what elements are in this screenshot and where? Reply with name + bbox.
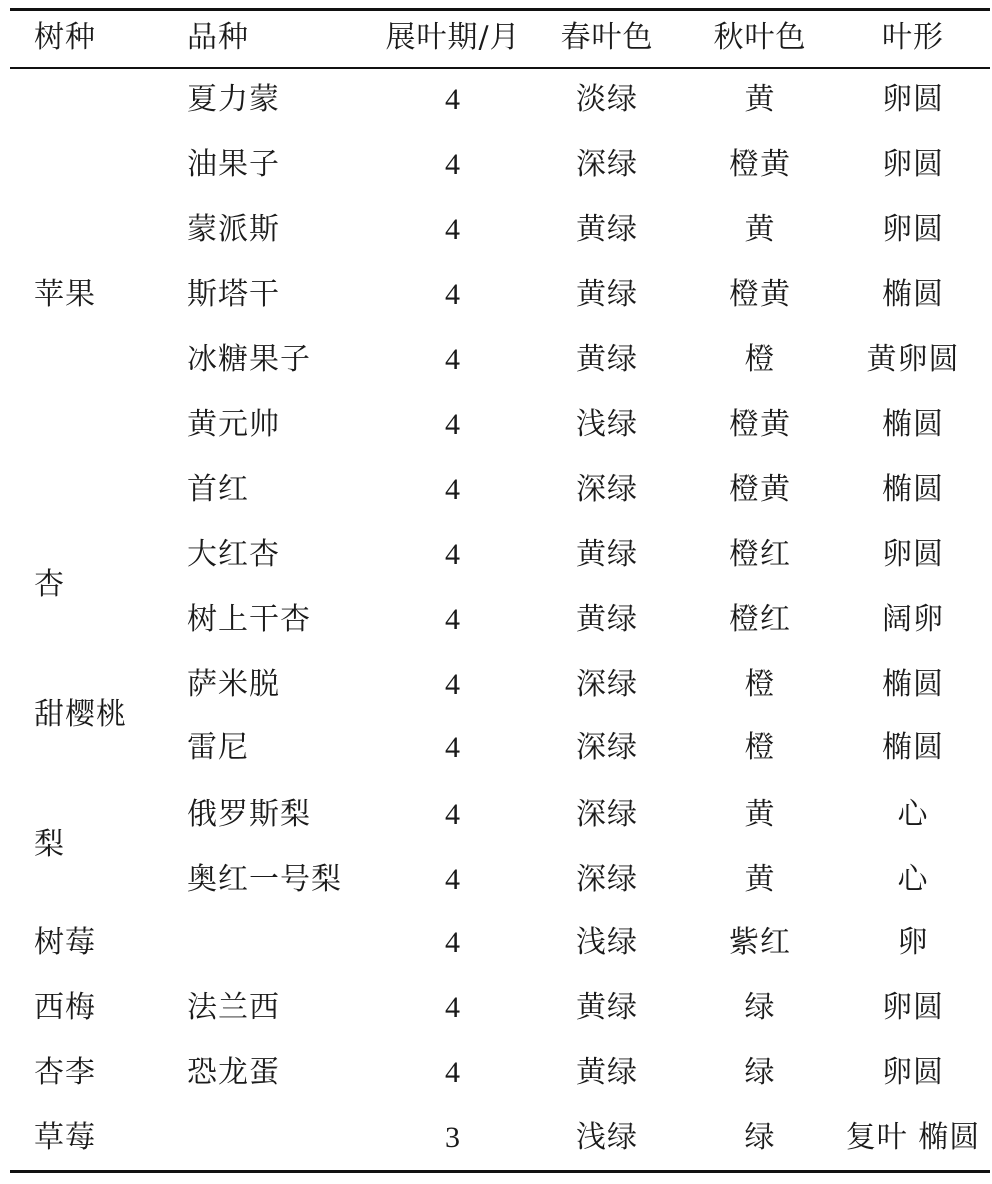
variety-cell: 法兰西 <box>187 990 280 1025</box>
leaf-shape-cell: 椭圆 <box>882 667 944 702</box>
variety-cell: 树上干杏 <box>187 602 311 637</box>
leafing-month-cell: 4 <box>445 991 461 1024</box>
table-top-rule <box>10 8 990 11</box>
variety-cell: 雷尼 <box>187 730 249 765</box>
leaf-shape-cell: 椭圆 <box>882 730 944 765</box>
leafing-month-cell: 4 <box>445 473 461 506</box>
spring-color-cell: 黄绿 <box>576 212 638 247</box>
spring-color-cell: 深绿 <box>576 797 638 832</box>
table-header-rule <box>10 67 990 69</box>
variety-cell: 油果子 <box>187 147 280 182</box>
autumn-color-cell: 绿 <box>744 1055 776 1090</box>
variety-cell: 萨米脱 <box>187 667 280 702</box>
variety-cell: 黄元帅 <box>187 407 280 442</box>
spring-color-cell: 深绿 <box>576 862 638 897</box>
leafing-month-cell: 4 <box>445 926 461 959</box>
variety-cell: 恐龙蛋 <box>187 1055 280 1090</box>
spring-color-cell: 黄绿 <box>576 342 638 377</box>
tree-species-cell: 西梅 <box>34 990 96 1025</box>
variety-cell: 大红杏 <box>187 537 280 572</box>
spring-color-cell: 黄绿 <box>576 1055 638 1090</box>
leafing-month-cell: 4 <box>445 343 461 376</box>
variety-cell: 夏力蒙 <box>187 82 280 117</box>
leaf-shape-cell: 心 <box>897 862 929 897</box>
leafing-month-cell: 4 <box>445 213 461 246</box>
autumn-color-cell: 橙黄 <box>729 277 791 312</box>
autumn-color-cell: 橙红 <box>729 537 791 572</box>
tree-species-cell: 甜樱桃 <box>34 697 127 732</box>
header-leaf-shape: 叶形 <box>882 20 944 55</box>
header-autumn-color: 秋叶色 <box>713 20 807 55</box>
spring-color-cell: 黄绿 <box>576 537 638 572</box>
header-spring-color: 春叶色 <box>560 20 654 55</box>
tree-species-cell: 苹果 <box>34 277 96 312</box>
autumn-color-cell: 黄 <box>744 862 776 897</box>
header-leafing-month: 展叶期/月 <box>385 20 521 55</box>
spring-color-cell: 黄绿 <box>576 277 638 312</box>
leaf-shape-cell: 卵圆 <box>882 212 944 247</box>
autumn-color-cell: 橙黄 <box>729 407 791 442</box>
leaf-shape-cell: 椭圆 <box>882 277 944 312</box>
variety-cell: 斯塔干 <box>187 277 280 312</box>
leafing-month-cell: 4 <box>445 408 461 441</box>
leaf-shape-cell: 卵 <box>897 925 929 960</box>
leafing-month-cell: 4 <box>445 668 461 701</box>
tree-species-cell: 杏李 <box>34 1055 96 1090</box>
header-variety: 品种 <box>187 20 249 55</box>
leafing-month-cell: 3 <box>445 1121 461 1154</box>
autumn-color-cell: 橙红 <box>729 602 791 637</box>
spring-color-cell: 黄绿 <box>576 602 638 637</box>
spring-color-cell: 浅绿 <box>576 407 638 442</box>
leaf-shape-cell: 心 <box>897 797 929 832</box>
leaf-shape-cell: 卵圆 <box>882 990 944 1025</box>
spring-color-cell: 浅绿 <box>576 925 638 960</box>
leafing-month-cell: 4 <box>445 148 461 181</box>
leaf-shape-cell: 复叶 椭圆 <box>845 1120 981 1155</box>
table-bottom-rule <box>10 1170 990 1173</box>
autumn-color-cell: 紫红 <box>729 925 791 960</box>
spring-color-cell: 黄绿 <box>576 990 638 1025</box>
leaf-shape-cell: 椭圆 <box>882 407 944 442</box>
spring-color-cell: 深绿 <box>576 472 638 507</box>
tree-species-cell: 树莓 <box>34 925 96 960</box>
tree-species-cell: 梨 <box>34 827 65 862</box>
autumn-color-cell: 绿 <box>744 990 776 1025</box>
leafing-month-cell: 4 <box>445 538 461 571</box>
autumn-color-cell: 黄 <box>744 212 776 247</box>
variety-cell: 奥红一号梨 <box>187 862 342 897</box>
variety-cell: 蒙派斯 <box>187 212 280 247</box>
leaf-shape-cell: 椭圆 <box>882 472 944 507</box>
autumn-color-cell: 黄 <box>744 797 776 832</box>
autumn-color-cell: 橙 <box>744 342 776 377</box>
spring-color-cell: 淡绿 <box>576 82 638 117</box>
leafing-month-cell: 4 <box>445 731 461 764</box>
spring-color-cell: 浅绿 <box>576 1120 638 1155</box>
spring-color-cell: 深绿 <box>576 147 638 182</box>
leaf-shape-cell: 阔卵 <box>882 602 944 637</box>
leaf-shape-cell: 卵圆 <box>882 1055 944 1090</box>
tree-species-cell: 草莓 <box>34 1120 96 1155</box>
variety-cell: 首红 <box>187 472 249 507</box>
leafing-month-cell: 4 <box>445 798 461 831</box>
leaf-shape-cell: 卵圆 <box>882 82 944 117</box>
autumn-color-cell: 绿 <box>744 1120 776 1155</box>
leafing-month-cell: 4 <box>445 278 461 311</box>
leaf-shape-cell: 卵圆 <box>882 147 944 182</box>
tree-species-cell: 杏 <box>34 567 65 602</box>
leaf-shape-cell: 卵圆 <box>882 537 944 572</box>
leafing-month-cell: 4 <box>445 1056 461 1089</box>
variety-cell: 俄罗斯梨 <box>187 797 311 832</box>
autumn-color-cell: 橙黄 <box>729 472 791 507</box>
autumn-color-cell: 橙 <box>744 667 776 702</box>
autumn-color-cell: 橙黄 <box>729 147 791 182</box>
autumn-color-cell: 橙 <box>744 730 776 765</box>
leafing-month-cell: 4 <box>445 603 461 636</box>
leafing-month-cell: 4 <box>445 83 461 116</box>
leaf-shape-cell: 黄卵圆 <box>866 342 960 377</box>
spring-color-cell: 深绿 <box>576 667 638 702</box>
spring-color-cell: 深绿 <box>576 730 638 765</box>
autumn-color-cell: 黄 <box>744 82 776 117</box>
leafing-month-cell: 4 <box>445 863 461 896</box>
header-tree-species: 树种 <box>34 20 96 55</box>
variety-cell: 冰糖果子 <box>187 342 311 377</box>
